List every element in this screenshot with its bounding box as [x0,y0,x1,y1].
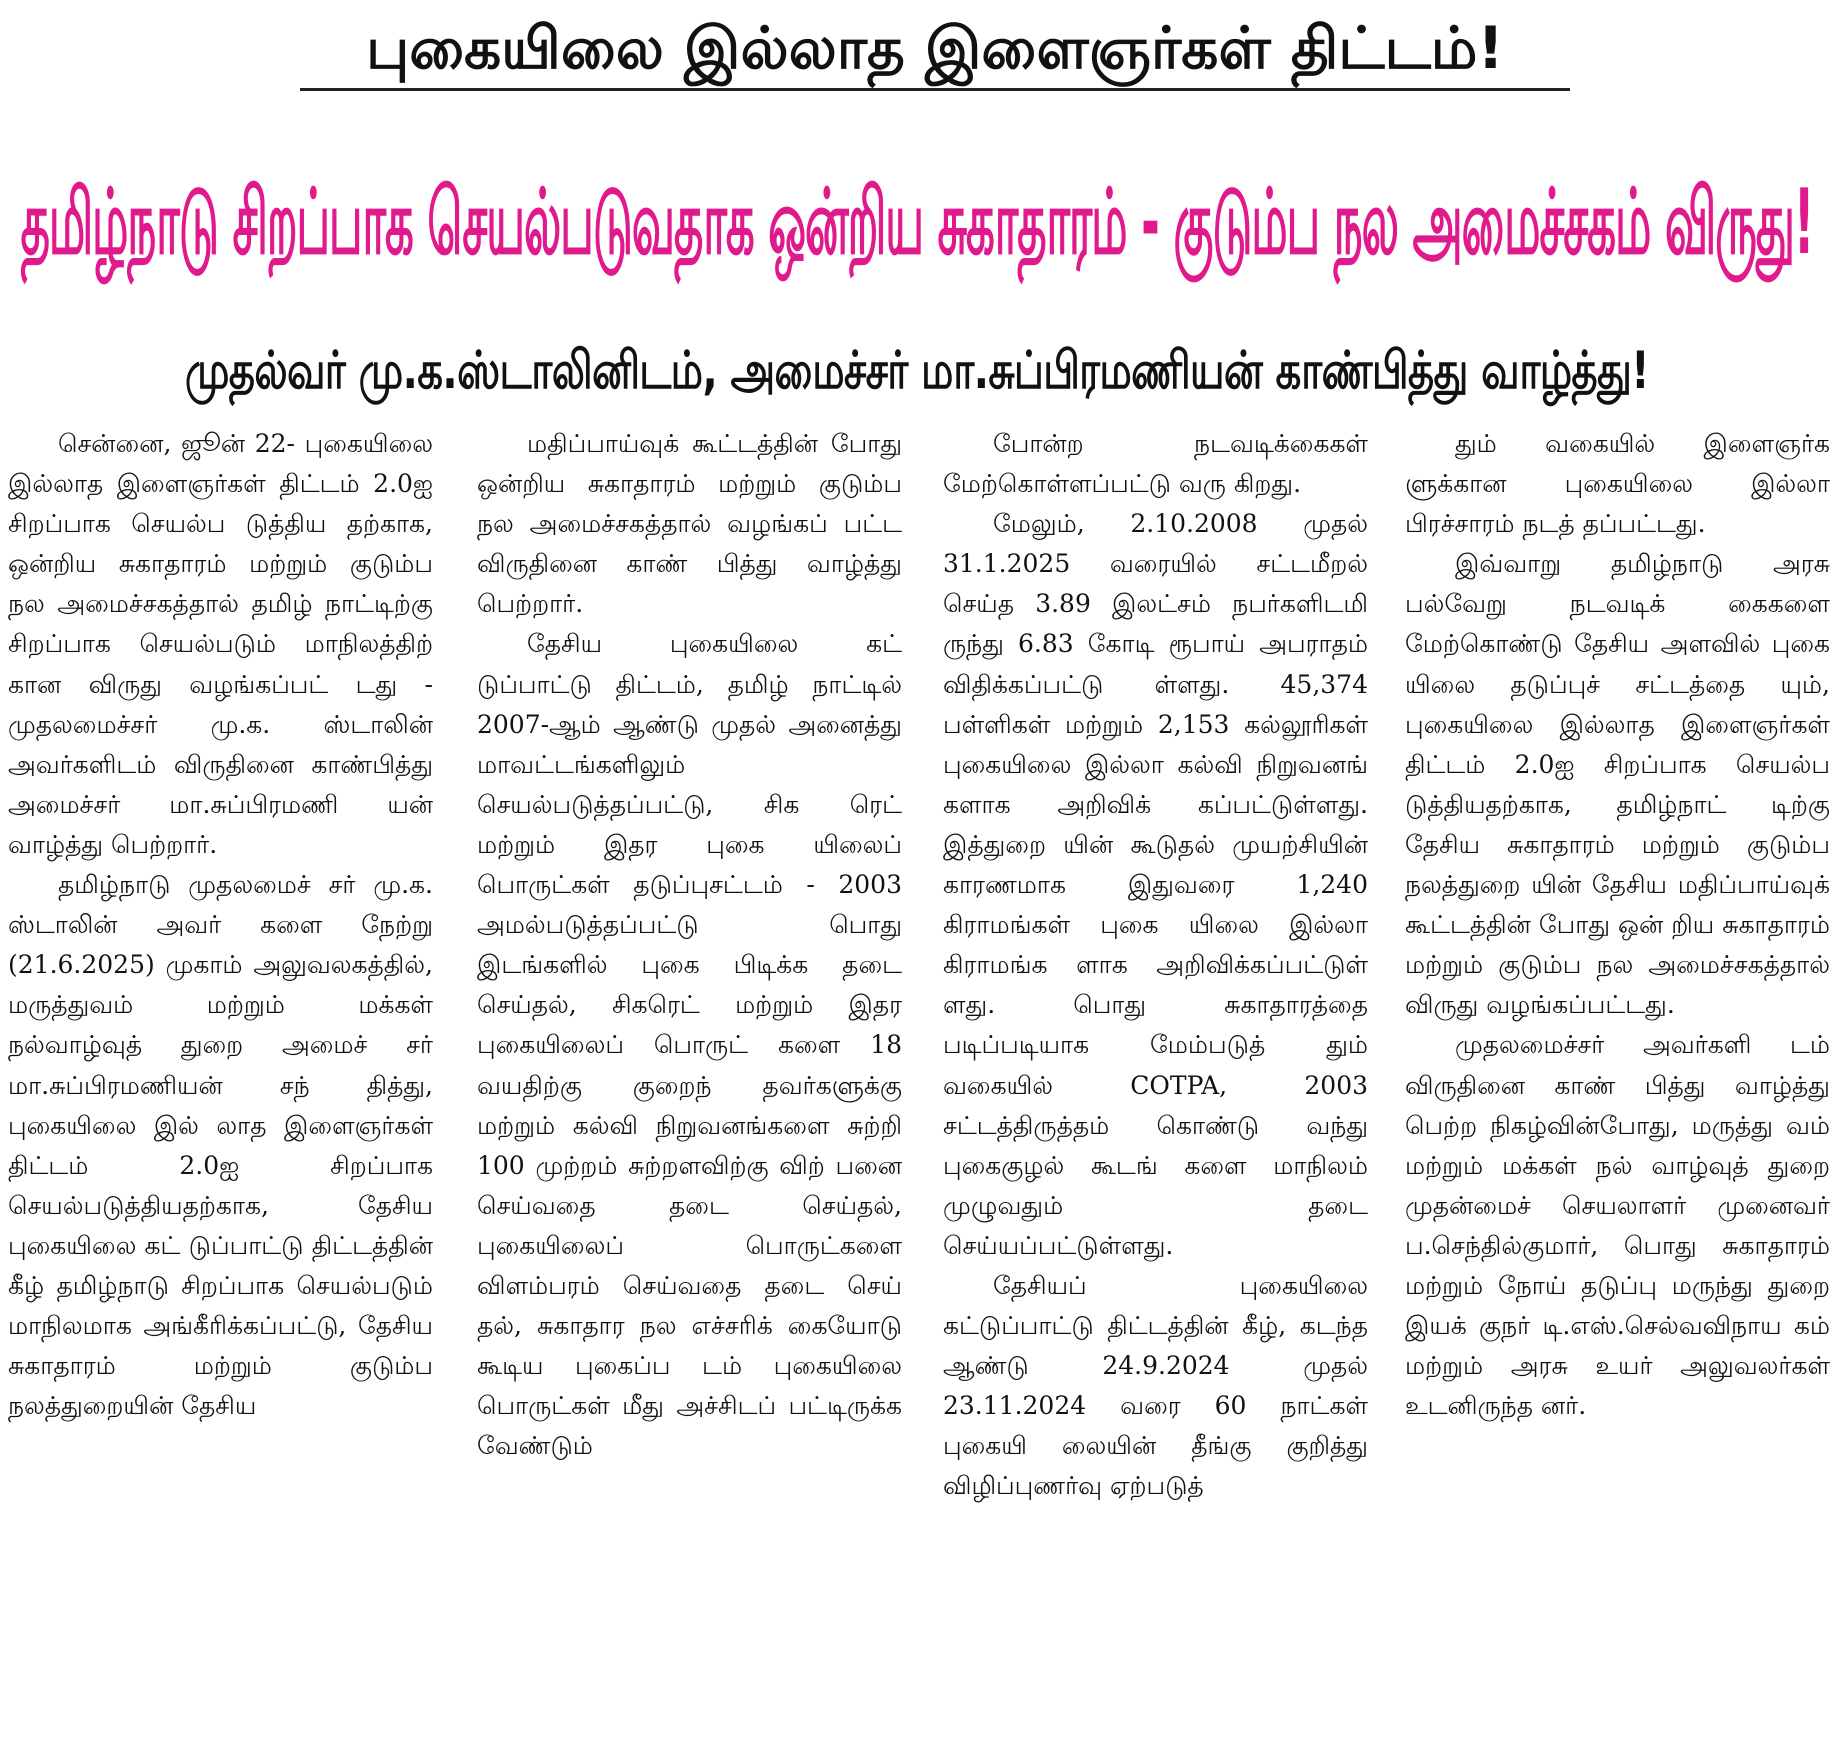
paragraph: மதிப்பாய்வுக் கூட்டத்தின் போது ஒன்றிய சுகாதாரம் மற்றும் குடும்ப நல அமைச்சகத்தால் வழங்கப் பட்ட விருதினை காண் பித்து வாழ்த்து பெற்றார். [477,429,902,619]
paragraph: தேசிய புகையிலை கட் டுப்பாட்டு திட்டம், தமிழ் நாட்டில் 2007-ஆம் ஆண்டு முதல் அனைத்து மாவட்டங்களிலும் செயல்படுத்தப்பட்டு, சிக ரெட் மற்றும் இதர புகை யிலைப் பொருட்கள் தடுப்புசட்டம் - 2003 அமல்படுத்தப்பட்டு பொது இடங்களில் புகை பிடிக்க தடை செய்தல், சிகரெட் மற்றும் இதர புகையிலைப் பொருட் களை 18 வயதிற்கு குறைந் தவர்களுக்கு மற்றும் கல்வி நிறுவனங்களை சுற்றி 100 முற்றம் சுற்றளவிற்கு விற் பனை செய்வதை தடை செய்தல், புகையிலைப் பொருட்களை விளம்பரம் செய்வதை தடை செய் தல், சுகாதார நல எச்சரிக் கையோடு கூடிய புகைப்ப டம் புகையிலை பொருட்கள் மீது அச்சிடப் பட்டிருக்க வேண்டும் [477,629,902,1461]
paragraph: போன்ற நடவடிக்கைகள் மேற்கொள்ளப்பட்டு வரு கிறது. [943,429,1368,499]
article-column-2 [477,424,902,1748]
paragraph: முதலமைச்சர் அவர்களி டம் விருதினை காண் பித்து வாழ்த்து பெற்ற நிகழ்வின்போது, மருத்து வம் மற்றும் மக்கள் நல் வாழ்வுத் துறை முதன்மைச் செயலாளர் முனைவர் ப.செந்தில்குமார், பொது சுகாதாரம் மற்றும் நோய் தடுப்பு மருந்து துறை இயக் குநர் டி.எஸ்.செல்வவிநாய கம் மற்றும் அரசு உயர் அலுவலர்கள் உடனிருந்த னர். [1405,1030,1830,1421]
paragraph: தேசியப் புகையிலை கட்டுப்பாட்டு திட்டத்தின் கீழ், கடந்த ஆண்டு 24.9.2024 முதல் 23.11.2024 வரை 60 நாட்கள் புகையி லையின் தீங்கு குறித்து விழிப்புணர்வு ஏற்படுத் [943,1270,1368,1501]
kicker-headline: புகையிலை இல்லாத இளைஞர்கள் திட்டம்! [366,14,1504,82]
sub-headline: முதல்வர் மு.க.ஸ்டாலினிடம், அமைச்சர் மா.சுப்பிரமணியன் காண்பித்து வாழ்த்து! [184,341,1650,401]
article-column-4 [1405,424,1830,1748]
article-column-1 [8,424,433,1748]
paragraph: சென்னை, ஜூன் 22- புகையிலை இல்லாத இளைஞர்கள் திட்டம் 2.0ஐ சிறப்பாக செயல்ப டுத்திய தற்காக, ஒன்றிய சுகாதாரம் மற்றும் குடும்ப நல அமைச்சகத்தால் தமிழ் நாட்டிற்கு சிறப்பாக செயல்படும் மாநிலத்திற் கான விருது வழங்கப்பட் டது - முதலமைச்சர் மு.க. ஸ்டாலின் அவர்களிடம் விருதினை காண்பித்து அமைச்சர் மா.சுப்பிரமணி யன் வாழ்த்து பெற்றார். [8,429,433,859]
paragraph: இவ்வாறு தமிழ்நாடு அரசு பல்வேறு நடவடிக் கைகளை மேற்கொண்டு தேசிய அளவில் புகை யிலை தடுப்புச் சட்டத்தை யும், புகையிலை இல்லாத இளைஞர்கள் திட்டம் 2.0ஐ சிறப்பாக செயல்ப டுத்தியதற்காக, தமிழ்நாட் டிற்கு தேசிய சுகாதாரம் மற்றும் குடும்ப நலத்துறை யின் தேசிய மதிப்பாய்வுக் கூட்டத்தின் போது ஒன் றிய சுகாதாரம் மற்றும் குடும்ப நல அமைச்சகத்தால் விருது வழங்கப்பட்டது. [1405,549,1830,1020]
main-headline: தமிழ்நாடு சிறப்பாக செயல்படுவதாக ஒன்றிய சுகாதாரம் - குடும்ப நல அமைச்சகம் விருது! [20,169,1814,275]
paragraph: மேலும், 2.10.2008 முதல் 31.1.2025 வரையில் சட்டமீறல் செய்த 3.89 இலட்சம் நபர்களிடமி ருந்து 6.83 கோடி ரூபாய் அபராதம் விதிக்கப்பட்டு ள்ளது. 45,374 பள்ளிகள் மற்றும் 2,153 கல்லூரிகள் புகையிலை இல்லா கல்வி நிறுவனங் களாக அறிவிக் கப்பட்டுள்ளது. இத்துறை யின் கூடுதல் முயற்சியின் காரணமாக இதுவரை 1,240 கிராமங்கள் புகை யிலை இல்லா கிராமங்க ளாக அறிவிக்கப்பட்டுள் ளது. பொது சுகாதாரத்தை படிப்படியாக மேம்படுத் தும் வகையில் COTPA, 2003 சட்டத்திருத்தம் கொண்டு வந்து புகைகுழல் கூடங் களை மாநிலம் முழுவதும் தடை செய்யப்பட்டுள்ளது. [943,509,1368,1260]
paragraph: தும் வகையில் இளைஞர்க ளுக்கான புகையிலை இல்லா பிரச்சாரம் நடத் தப்பட்டது. [1405,429,1830,539]
article-column-3 [943,424,1368,1748]
paragraph: தமிழ்நாடு முதலமைச் சர் மு.க. ஸ்டாலின் அவர் களை நேற்று (21.6.2025) முகாம் அலுவலகத்தில், மருத்துவம் மற்றும் மக்கள் நல்வாழ்வுத் துறை அமைச் சர் மா.சுப்பிரமணியன் சந் தித்து, புகையிலை இல் லாத இளைஞர்கள் திட்டம் 2.0ஐ சிறப்பாக செயல்படுத்தியதற்காக, தேசிய புகையிலை கட் டுப்பாட்டு திட்டத்தின் கீழ் தமிழ்நாடு சிறப்பாக செயல்படும் மாநிலமாக அங்கீரிக்கப்பட்டு, தேசிய சுகாதாரம் மற்றும் குடும்ப நலத்துறையின் தேசிய [8,870,433,1421]
